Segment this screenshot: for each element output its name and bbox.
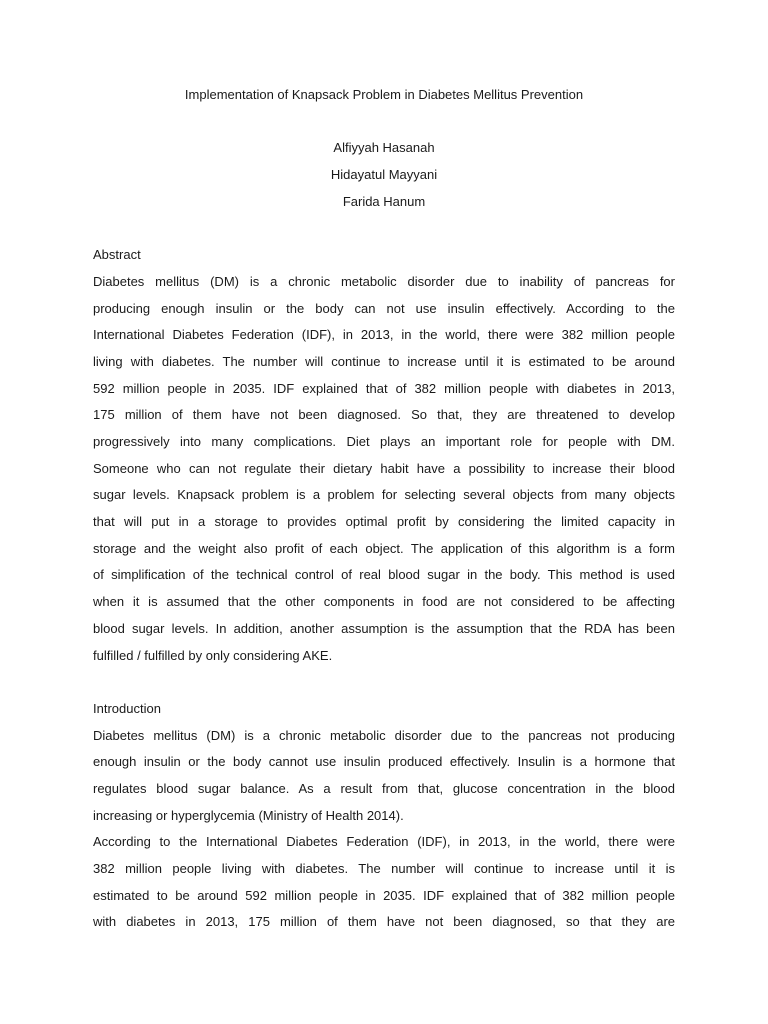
text-line: storage and the weight also profit of each object. The application of this algorithm is a form	[93, 540, 675, 556]
author-list	[93, 135, 675, 215]
text-line: enough insulin or the body cannot use insulin produced effectively. Insulin is a hormone that	[93, 754, 675, 770]
text-line: living with diabetes. The number will continue to increase until it is estimated to be around	[93, 353, 675, 369]
introduction-paragraph-2	[93, 829, 675, 936]
text-line: Diabetes mellitus (DM) is a chronic metabolic disorder due to the pancreas not producing	[93, 727, 675, 743]
text-line: that will put in a storage to provides optimal profit by considering the limited capacity in	[93, 514, 675, 530]
introduction-paragraph-1	[93, 723, 675, 830]
text-line: International Diabetes Federation (IDF), in 2013, in the world, there were 382 million people	[93, 327, 675, 343]
paper-title: Implementation of Knapsack Problem in Diabetes Mellitus Prevention	[184, 87, 584, 102]
text-line: of simplification of the technical control of real blood sugar in the body. This method is used	[93, 567, 675, 583]
text-line: 175 million of them have not been diagnosed. So that, they are threatened to develop	[93, 407, 675, 423]
text-line: with diabetes in 2013, 175 million of them have not been diagnosed, so that they are	[93, 914, 675, 930]
text-line: producing enough insulin or the body can not use insulin effectively. According to the	[93, 300, 675, 316]
text-line: fulfilled / fulfilled by only considering AKE.	[93, 647, 333, 663]
text-line: 382 million people living with diabetes. The number will continue to increase until it is	[93, 861, 675, 877]
text-line: estimated to be around 592 million people in 2035. IDF explained that of 382 million people	[93, 887, 675, 903]
text-line: Diabetes mellitus (DM) is a chronic metabolic disorder due to inability of pancreas for	[93, 273, 675, 289]
text-line: progressively into many complications. Diet plays an important role for people with DM.	[93, 434, 675, 449]
paper-page	[93, 82, 675, 936]
text-line: 592 million people in 2035. IDF explained that of 382 million people with diabetes in 2013,	[93, 380, 675, 396]
text-line: increasing or hyperglycemia (Ministry of Health 2014).	[93, 807, 404, 823]
text-line: when it is assumed that the other components in food are not considered to be affecting	[93, 594, 675, 610]
abstract-paragraph	[93, 269, 675, 669]
author-name: Farida Hanum	[342, 193, 426, 209]
introduction-heading: Introduction	[93, 700, 161, 716]
author-name: Alfiyyah Hasanah	[333, 140, 435, 156]
text-line: Someone who can not regulate their dietary habit have a possibility to increase their blood	[93, 460, 675, 476]
text-line: sugar levels. Knapsack problem is a problem for selecting several objects from many objects	[93, 487, 675, 503]
text-line: regulates blood sugar balance. As a result from that, glucose concentration in the blood	[93, 780, 675, 796]
text-line: According to the International Diabetes Federation (IDF), in 2013, in the world, there were	[93, 834, 675, 850]
abstract-heading: Abstract	[93, 247, 141, 263]
author-name: Hidayatul Mayyani	[330, 167, 438, 183]
text-line: blood sugar levels. In addition, another assumption is the assumption that the RDA has been	[93, 620, 675, 636]
